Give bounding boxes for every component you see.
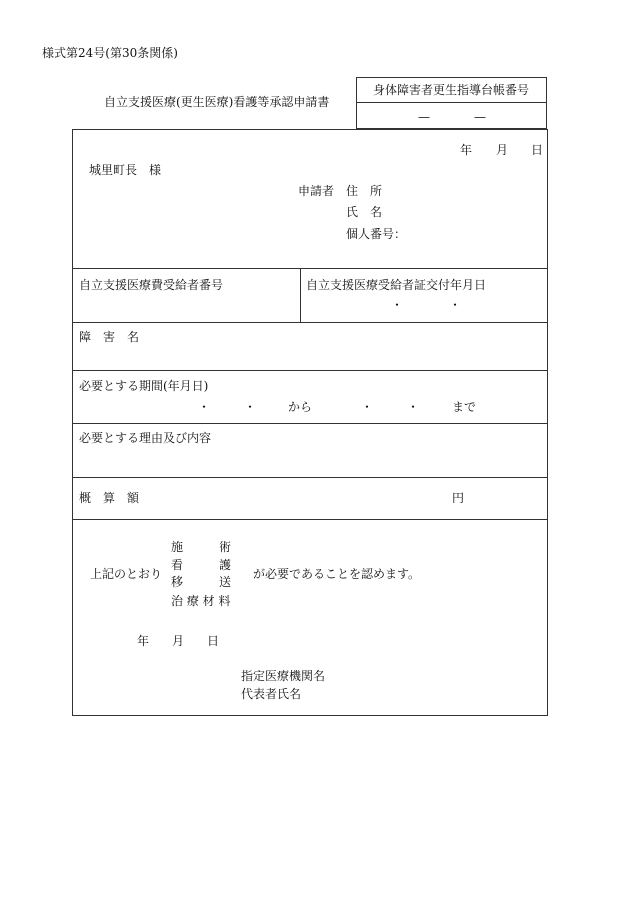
row-divider-5 [72, 477, 548, 478]
approval-date-year: 年 [137, 634, 150, 648]
estimate-unit: 円 [452, 491, 465, 505]
cert-number-dash-1: — [418, 110, 430, 124]
row-divider-6 [72, 519, 548, 520]
approval-item-nursing: 看 護 [171, 558, 232, 572]
reason-label: 必要とする理由及び内容 [79, 431, 212, 445]
cert-number-dash-2: — [474, 110, 486, 124]
period-to-label: まで [452, 400, 477, 414]
row-divider-2 [72, 322, 548, 323]
row-divider-3 [72, 370, 548, 371]
period-to-dot-2: ・ [407, 400, 420, 414]
applicant-address-label: 住 所 [346, 184, 383, 198]
period-label: 必要とする期間(年月日) [79, 379, 209, 393]
approval-item-transport: 移 送 [171, 575, 232, 589]
approval-item-treatment: 施 術 [171, 540, 232, 554]
date-day: 日 [531, 143, 544, 157]
period-from-dot-1: ・ [198, 400, 211, 414]
representative-label: 代表者氏名 [241, 687, 302, 701]
certificate-date-label: 自立支援医療受給者証交付年月日 [306, 278, 487, 292]
period-from-label: から [288, 400, 313, 414]
approval-date-day: 日 [207, 634, 220, 648]
page-title: 自立支援医療(更生医療)看護等承認申請書 [104, 95, 330, 109]
applicant-id-label: 個人番号： [346, 227, 407, 241]
approval-item-materials: 治 療 材 料 [171, 594, 231, 608]
disability-label: 障 害 名 [79, 330, 140, 344]
applicant-label: 申請者 [298, 184, 335, 198]
applicant-name-label: 氏 名 [346, 205, 383, 219]
cert-number-divider [356, 102, 547, 103]
col-divider [300, 268, 301, 322]
certificate-date-dot-2: ・ [449, 298, 462, 312]
form-number: 様式第24号(第30条関係) [42, 46, 178, 60]
period-from-dot-2: ・ [244, 400, 257, 414]
approval-prefix: 上記のとおり [90, 567, 163, 581]
approval-suffix: が必要であることを認めます。 [253, 567, 421, 581]
cert-number-label: 身体障害者更生指導台帳番号 [373, 83, 530, 97]
recipient-number-label: 自立支援医療費受給者番号 [79, 278, 224, 292]
row-divider-4 [72, 423, 548, 424]
certificate-date-dot-1: ・ [391, 298, 404, 312]
approval-date-month: 月 [172, 634, 185, 648]
institution-label: 指定医療機関名 [241, 669, 326, 683]
row-divider-1 [72, 268, 548, 269]
period-to-dot-1: ・ [361, 400, 374, 414]
date-month: 月 [496, 143, 509, 157]
addressee: 城里町長 様 [89, 163, 162, 177]
estimate-label: 概 算 額 [79, 491, 140, 505]
date-year: 年 [460, 143, 473, 157]
